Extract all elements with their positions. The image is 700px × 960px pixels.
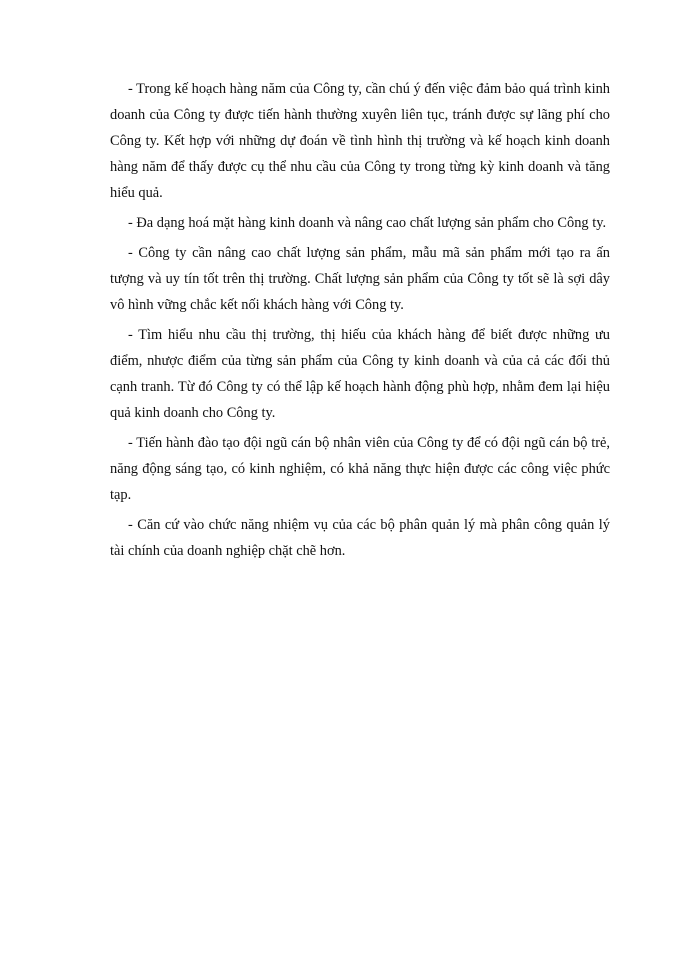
paragraph-product-quality: - Công ty cần nâng cao chất lượng sản phẩm, mẫu mã sản phẩm mới tạo ra ấn tượng và uy tín tốt trên thị trường. Chất lượng sản phẩm của Công ty tốt sẽ là sợi dây vô hình vững chắc kết nối khách hàng với Công ty.	[110, 245, 610, 313]
paragraph-financial-management: - Căn cứ vào chức năng nhiệm vụ của các bộ phân quản lý mà phân công quản lý tài chính của doanh nghiệp chặt chẽ hơn.	[110, 517, 610, 559]
document-body	[110, 76, 610, 568]
paragraph-market-research: - Tìm hiểu nhu cầu thị trường, thị hiếu của khách hàng để biết được những ưu điểm, nhược điểm của từng sản phẩm của Công ty kinh doanh và của cả các đối thủ cạnh tranh. Từ đó Công ty có thể lập kế hoạch hành động phù hợp, nhằm đem lại hiệu quả kinh doanh cho Công ty.	[110, 327, 610, 421]
paragraph-annual-plan: - Trong kế hoạch hàng năm của Công ty, cần chú ý đến việc đảm bảo quá trình kinh doanh của Công ty được tiến hành thường xuyên liên tục, tránh được sự lãng phí cho Công ty. Kết hợp với những dự đoán về tình hình thị trường và kế hoạch kinh doanh hàng năm để thấy được cụ thể nhu cầu của Công ty trong từng kỳ kinh doanh và tăng hiểu quả.	[110, 81, 610, 201]
paragraph-staff-training: - Tiến hành đào tạo đội ngũ cán bộ nhân viên của Công ty để có đội ngũ cán bộ trẻ, năng động sáng tạo, có kinh nghiệm, có khả năng thực hiện được các công việc phức tạp.	[110, 435, 610, 503]
paragraph-diversify-products: - Đa dạng hoá mặt hàng kinh doanh và nâng cao chất lượng sản phẩm cho Công ty.	[128, 215, 607, 231]
